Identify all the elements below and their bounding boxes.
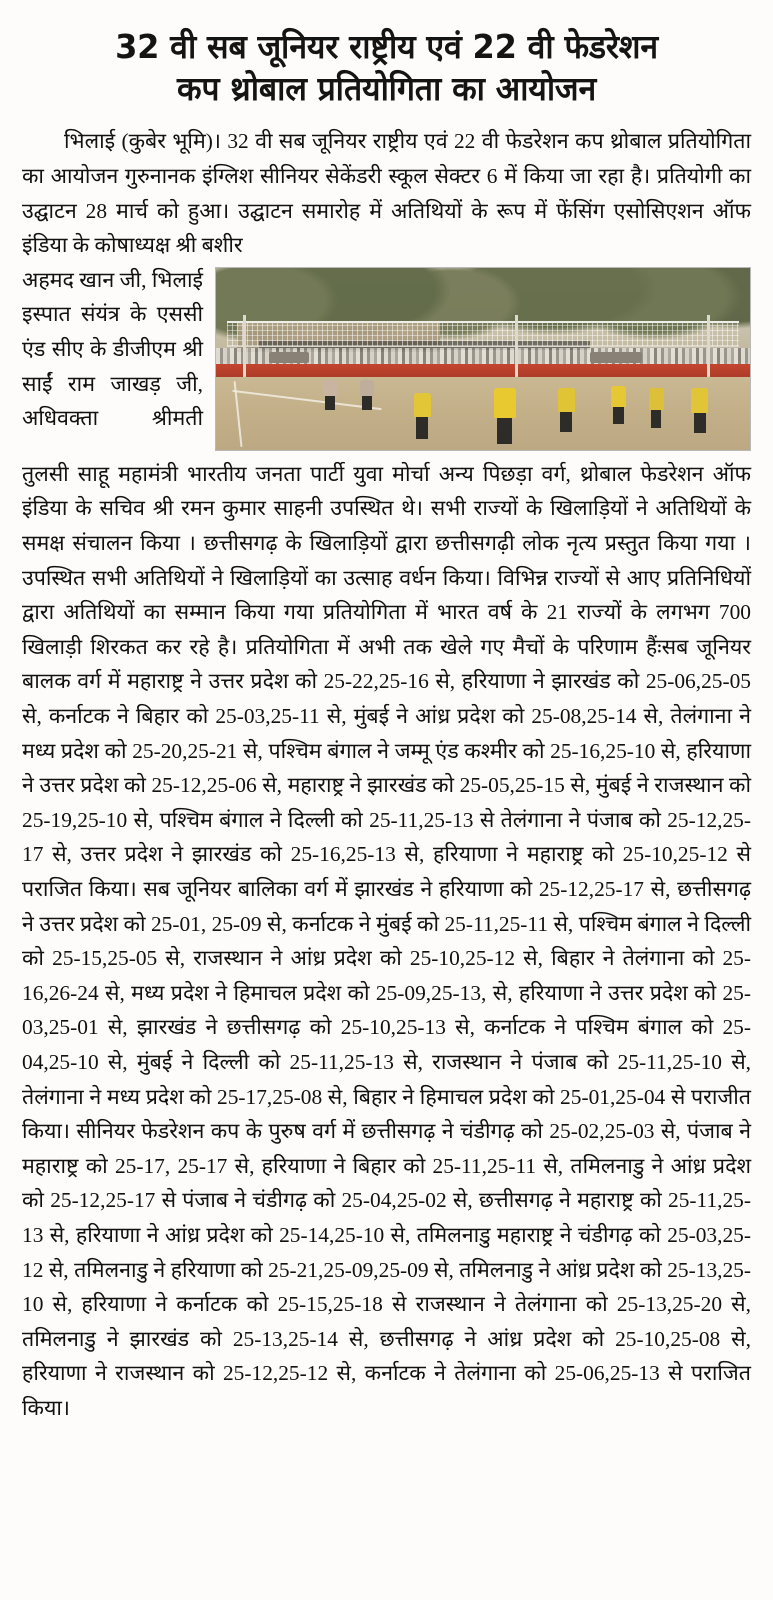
- photo-wrap-text: अहमद खान जी, भिलाई इस्पात संयंत्र के एससी एंड सीए के डीजीएम श्री साईं राम जाखड़ जी, अधिवक्ता श्रीमती: [22, 267, 203, 431]
- photo-player-5: [558, 388, 575, 432]
- photo-player-1: [323, 380, 337, 410]
- photo-net: [227, 321, 740, 348]
- photo-player-6: [611, 386, 626, 424]
- photo-net-pole-right: [707, 315, 710, 377]
- photo-spectator-group-right: [590, 352, 642, 363]
- headline-line-2: कप थ्रोबाल प्रतियोगिता का आयोजन: [176, 69, 597, 109]
- main-paragraph: तुलसी साहू महामंत्री भारतीय जनता पार्टी युवा मोर्चा अन्य पिछड़ा वर्ग, थ्रोबाल फेडरेशन ऑफ इंडिया के सचिव श्री रमन कुमार साहनी उपस्थित थे। सभी राज्यों के खिलाड़ियों ने अतिथियों के समक्ष संचालन किया । छत्तीसगढ़ के खिलाड़ियों द्वारा छत्तीसगढ़ी लोक नृत्य प्रस्तुत किया गया । उपस्थित सभी अतिथियों ने खिलाड़ियों का उत्साह वर्धन किया। विभिन्न राज्यों से आए प्रतिनिधियों द्वारा अतिथियों का सम्मान किया गया प्रतियोगिता में भारत वर्ष के 21 राज्यों के लगभग 700 खिलाड़ी शिरकत कर रहे है। प्रतियोगिता में अभी तक खेले गए मैचों के परिणाम हैंःसब जूनियर बालक वर्ग में महाराष्ट्र ने उत्तर प्रदेश को 25-22,25-16 से, हरियाणा ने झारखंड को 25-06,25-05 से, कर्नाटक ने बिहार को 25-03,25-11 से, मुंबई ने आंध्र प्रदेश को 25-08,25-14 से, तेलंगाना ने मध्य प्रदेश को 25-20,25-21 से, पश्चिम बंगाल ने जम्मू एंड कश्मीर को 25-16,25-10 से, हरियाणा ने उत्तर प्रदेश को 25-12,25-06 से, महाराष्ट्र ने झारखंड को 25-05,25-15 से, मुंबई ने राजस्थान को 25-19,25-10 से, पश्चिम बंगाल ने दिल्ली को 25-11,25-13 से तेलंगाना ने पंजाब को 25-12,25-17 से, उत्तर प्रदेश ने झारखंड को 25-16,25-13 से, हरियाणा ने महाराष्ट्र को 25-10,25-12 से पराजित किया। सब जूनियर बालिका वर्ग में झारखंड ने हरियाणा को 25-12,25-17 से, छत्तीसगढ़ ने उत्तर प्रदेश को 25-01, 25-09 से, कर्नाटक ने मुंबई को 25-11,25-11 से, पश्चिम बंगाल ने दिल्ली को 25-15,25-05 से, राजस्थान ने आंध्र प्रदेश को 25-10,25-12 से, बिहार ने तेलंगाना को 25-16,26-24 से, मध्य प्रदेश ने हिमाचल प्रदेश को 25-09,25-13, से, हरियाणा ने उत्तर प्रदेश को 25-03,25-01 से, झारखंड ने छत्तीसगढ़ को 25-10,25-13 से, कर्नाटक ने पश्चिम बंगाल को 25-04,25-10 से, मुंबई ने दिल्ली को 25-11,25-13 से, राजस्थान ने पंजाब को 25-11,25-10 से, तेलंगाना ने मध्य प्रदेश को 25-17,25-08 से, बिहार ने हिमाचल प्रदेश को 25-01,25-04 से पराजीत किया। सीनियर फेडरेशन कप के पुरुष वर्ग में छत्तीसगढ़ ने चंडीगढ़ को 25-02,25-03 से, पंजाब ने महाराष्ट्र को 25-17, 25-17 से, हरियाणा ने बिहार को 25-11,25-11 से, तमिलनाडु ने आंध्र प्रदेश को 25-12,25-17 से पंजाब ने चंडीगढ़ को 25-04,25-02 से, छत्तीसगढ़ ने महाराष्ट्र को 25-11,25-13 से, हरियाणा ने आंध्र प्रदेश को 25-14,25-10 से, तमिलनाडु महाराष्ट्र ने चंडीगढ़ को 25-03,25-12 से, तमिलनाडु ने हरियाणा को 25-21,25-09,25-09 से, तमिलनाडु ने आंध्र प्रदेश को 25-13,25-10 से, हरियाणा ने कर्नाटक को 25-15,25-18 से राजस्थान ने तेलंगाना को 25-13,25-20 से, तमिलनाडु ने झारखंड को 25-13,25-14 से, छत्तीसगढ़ ने आंध्र प्रदेश को 25-10,25-08 से, हरियाणा ने राजस्थान को 25-12,25-12 से, कर्नाटक ने तेलंगाना को 25-06,25-13 से पराजित किया।: [22, 461, 751, 1420]
- photo-player-2: [360, 380, 374, 410]
- photo-player-4: [494, 388, 516, 444]
- photo-frame: [215, 267, 751, 451]
- photo-player-3: [414, 393, 431, 439]
- page-title: [0, 0, 773, 110]
- photo-player-7: [649, 388, 664, 428]
- photo-spectator-group-left: [269, 352, 309, 363]
- lead-paragraph: भिलाई (कुबेर भूमि)। 32 वी सब जूनियर राष्ट्रीय एवं 22 वी फेडरेशन कप थ्रोबाल प्रतियोगिता का आयोजन गुरुनानक इंग्लिश सीनियर सेकेंडरी स्कूल सेक्टर 6 में किया जा रहा है। प्रतियोगी का उद्घाटन 28 मार्च को हुआ। उद्घाटन समारोह में अतिथियों के रूप में फेंसिंग एसोसिएशन ऑफ इंडिया के कोषाध्यक्ष श्री बशीर: [22, 129, 751, 258]
- article-body: [0, 110, 773, 1425]
- article-photo: [215, 267, 751, 451]
- headline-line-1: 32 वी सब जूनियर राष्ट्रीय एवं 22 वी फेडरेशन: [115, 27, 658, 66]
- photo-net-pole-mid: [515, 315, 518, 377]
- photo-ground: [216, 377, 750, 450]
- photo-net-pole-left: [243, 315, 246, 377]
- photo-player-8: [691, 388, 708, 433]
